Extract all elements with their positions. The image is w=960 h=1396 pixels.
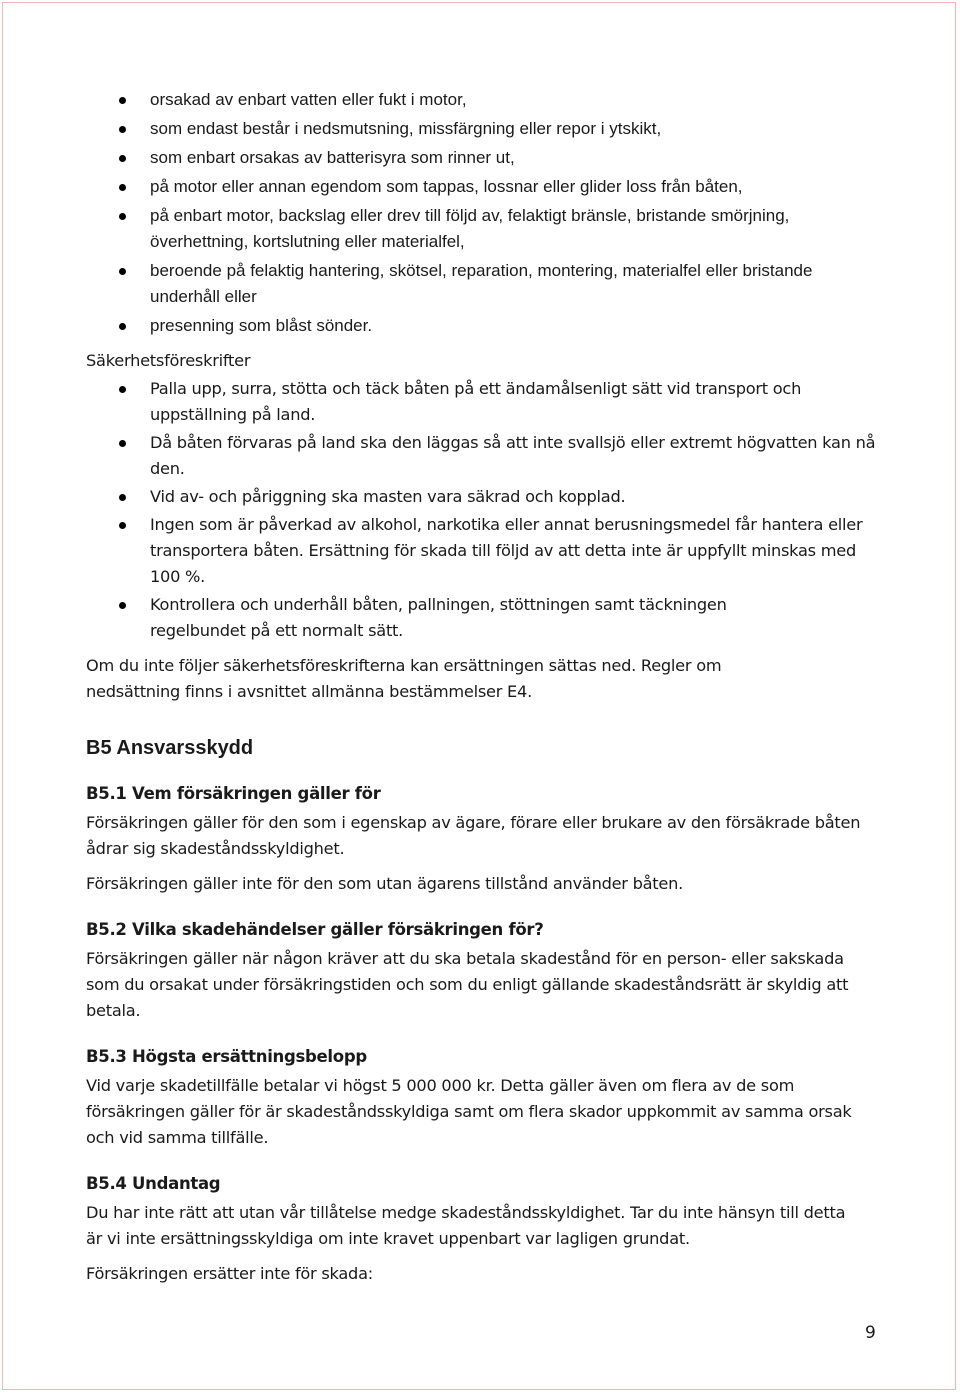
paragraph: Vid varje skadetillfälle betalar vi högst 5 000 000 kr. Detta gäller även om flera av de som försäkringen gäller för är skadeståndsskyldiga samt om flera skador uppkommit av samma orsak och vid samma tillfälle. (86, 1076, 852, 1147)
list-item: Ingen som är påverkad av alkohol, narkotika eller annat berusningsmedel får hantera eller transportera båten. Ersättning för skada till följd av att detta inte är uppfyllt minskas med 100 %. (86, 512, 880, 590)
subsection-heading: B5.4 Undantag (86, 1174, 221, 1193)
list-item: på enbart motor, backslag eller drev till följd av, felaktigt bränsle, bristande smörjning, överhettning, kortslutning eller materialfel, (86, 203, 830, 255)
safety-list (86, 376, 886, 644)
safety-note: Om du inte följer säkerhetsföreskrifterna kan ersättningen sättas ned. Regler om nedsättning finns i avsnittet allmänna bestämmelser E4. (86, 656, 722, 701)
exclusions-list (86, 87, 846, 339)
document-page (2, 2, 956, 1390)
subsection-heading: B5.2 Vilka skadehändelser gäller försäkringen för? (86, 920, 544, 939)
list-item: beroende på felaktig hantering, skötsel, reparation, montering, materialfel eller bristande underhåll eller (86, 258, 850, 310)
paragraph: Försäkringen ersätter inte för skada: (86, 1264, 373, 1283)
section-title: B5 Ansvarsskydd (86, 737, 254, 759)
list-item: Kontrollera och underhåll båten, pallningen, stöttningen samt täckningen regelbundet på ett normalt sätt. (86, 592, 790, 644)
list-item: som enbart orsakas av batterisyra som rinner ut, (86, 145, 846, 171)
list-item: på motor eller annan egendom som tappas, lossnar eller glider loss från båten, (86, 174, 846, 200)
list-item: Palla upp, surra, stötta och täck båten på ett ändamålsenligt sätt vid transport och uppställning på land. (86, 376, 880, 428)
page-content (86, 87, 886, 1287)
safety-heading: Säkerhetsföreskrifter (86, 351, 251, 370)
subsection-heading: B5.1 Vem försäkringen gäller för (86, 784, 381, 803)
page-number: 9 (865, 1323, 876, 1343)
list-item: som endast består i nedsmutsning, missfärgning eller repor i ytskikt, (86, 116, 846, 142)
paragraph: Du har inte rätt att utan vår tillåtelse medge skadeståndsskyldighet. Tar du inte hänsyn till detta är vi inte ersättningsskyldiga om inte kravet uppenbart var lagligen grundat. (86, 1203, 846, 1248)
paragraph: Försäkringen gäller inte för den som utan ägarens tillstånd använder båten. (86, 874, 684, 893)
subsection-heading: B5.3 Högsta ersättningsbelopp (86, 1047, 367, 1066)
paragraph: Försäkringen gäller när någon kräver att du ska betala skadestånd för en person- eller sakskada som du orsakat under försäkringstiden och som du enligt gällande skadeståndsrätt är skyldig att betala. (86, 949, 849, 1020)
list-item: orsakad av enbart vatten eller fukt i motor, (86, 87, 846, 113)
list-item: Då båten förvaras på land ska den läggas så att inte svallsjö eller extremt högvatten kan nå den. (86, 430, 880, 482)
paragraph: Försäkringen gäller för den som i egenskap av ägare, förare eller brukare av den försäkrade båten ådrar sig skadeståndsskyldighet. (86, 813, 861, 858)
list-item: presenning som blåst sönder. (86, 313, 846, 339)
list-item: Vid av- och påriggning ska masten vara säkrad och kopplad. (86, 484, 886, 510)
